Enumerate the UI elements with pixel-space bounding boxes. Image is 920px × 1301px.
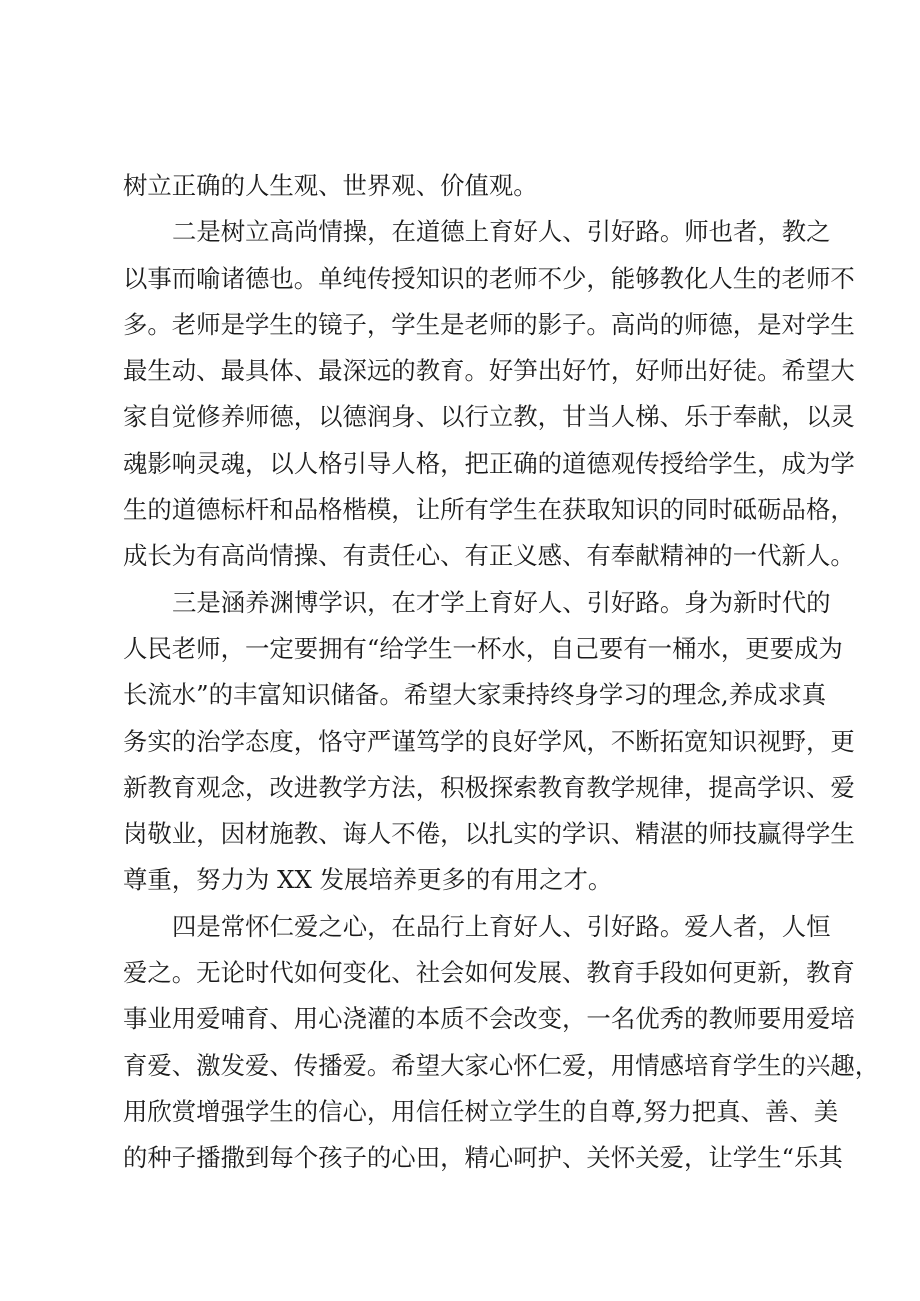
text-line: 育爱、激发爱、传播爱。希望大家心怀仁爱，用情感培育学生的兴趣， <box>123 1050 880 1080</box>
text-line: 的种子播撒到每个孩子的心田，精心呵护、关怀关爱，让学生“乐其 <box>123 1143 843 1173</box>
text-line: 最生动、最具体、最深远的教育。好笋出好竹，好师出好徒。希望大 <box>123 356 855 386</box>
text-line: 成长为有高尚情操、有责任心、有正义感、有奉献精神的一代新人。 <box>123 541 855 571</box>
text-line: 三是涵养渊博学识，在才学上育好人、引好路。身为新时代的 <box>172 587 831 617</box>
text-line: 树立正确的人生观、世界观、价值观。 <box>123 171 538 200</box>
text-line: 生的道德标杆和品格楷模，让所有学生在获取知识的同时砥砺品格， <box>123 495 855 525</box>
text-line: 以事而喻诸德也。单纯传授知识的老师不少，能够教化人生的老师不 <box>123 263 855 293</box>
text-line: 尊重，努力为 XX 发展培养更多的有用之才。 <box>123 865 613 895</box>
text-line: 人民老师，一定要拥有“给学生一杯水，自己要有一桶水，更要成为 <box>123 633 843 663</box>
body-text <box>123 163 880 1182</box>
text-line: 家自觉修养师德，以德润身、以行立教，甘当人梯、乐于奉献，以灵 <box>123 402 855 432</box>
text-line: 四是常怀仁爱之心，在品行上育好人、引好路。爱人者，人恒 <box>172 911 831 941</box>
text-line: 新教育观念，改进教学方法，积极探索教育教学规律，提高学识、爱 <box>123 772 855 802</box>
text-line: 事业用爱哺育、用心浇灌的本质不会改变，一名优秀的教师要用爱培 <box>123 1004 855 1034</box>
text-line: 爱之。无论时代如何变化、社会如何发展、教育手段如何更新，教育 <box>123 958 855 988</box>
text-line: 多。老师是学生的镜子，学生是老师的影子。高尚的师德，是对学生 <box>123 309 855 339</box>
text-line: 务实的治学态度，恪守严谨笃学的良好学风，不断拓宽知识视野，更 <box>123 726 855 756</box>
text-line: 二是树立高尚情操，在道德上育好人、引好路。师也者，教之 <box>172 217 831 247</box>
text-line: 魂影响灵魂，以人格引导人格，把正确的道德观传授给学生，成为学 <box>123 448 855 478</box>
text-line: 岗敬业，因材施教、诲人不倦，以扎实的学识、精湛的师技赢得学生 <box>123 819 855 849</box>
text-line: 长流水”的丰富知识储备。希望大家秉持终身学习的理念,养成求真 <box>123 680 827 710</box>
text-line: 用欣赏增强学生的信心，用信任树立学生的自尊,努力把真、善、美 <box>123 1096 839 1126</box>
